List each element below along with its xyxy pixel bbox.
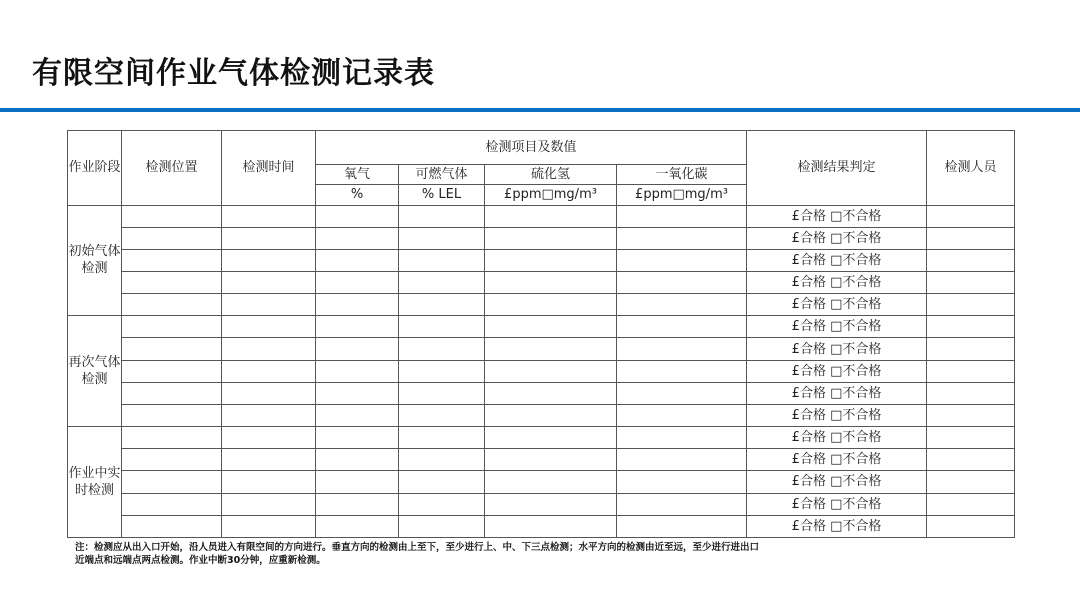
input-cell[interactable] (122, 471, 222, 493)
input-cell[interactable] (617, 227, 747, 249)
person-cell[interactable] (927, 382, 1015, 404)
person-cell[interactable] (927, 404, 1015, 426)
input-cell[interactable] (222, 249, 316, 271)
input-cell[interactable] (122, 382, 222, 404)
input-cell[interactable] (617, 294, 747, 316)
input-cell[interactable] (316, 249, 399, 271)
input-cell[interactable] (122, 272, 222, 294)
input-cell[interactable] (399, 493, 485, 515)
input-cell[interactable] (399, 471, 485, 493)
input-cell[interactable] (399, 316, 485, 338)
header-unit-combustible: % LEL (399, 185, 485, 205)
input-cell[interactable] (399, 205, 485, 227)
input-cell[interactable] (399, 404, 485, 426)
input-cell[interactable] (399, 272, 485, 294)
input-cell[interactable] (399, 427, 485, 449)
input-cell[interactable] (617, 205, 747, 227)
input-cell[interactable] (316, 471, 399, 493)
result-checkbox-cell[interactable]: £合格 □不合格 (747, 515, 927, 537)
footnote-line: 近端点和远端点两点检测。作业中断30分钟，应重新检测。 (75, 555, 326, 566)
input-cell[interactable] (222, 227, 316, 249)
input-cell[interactable] (122, 316, 222, 338)
input-cell[interactable] (485, 360, 617, 382)
input-cell[interactable] (316, 272, 399, 294)
input-cell[interactable] (316, 449, 399, 471)
input-cell[interactable] (316, 338, 399, 360)
input-cell[interactable] (485, 493, 617, 515)
header-gas-combustible: 可燃气体 (399, 165, 485, 185)
input-cell[interactable] (316, 205, 399, 227)
header-gas-oxygen: 氧气 (316, 165, 399, 185)
header-unit-oxygen: % (316, 185, 399, 205)
input-cell[interactable] (222, 338, 316, 360)
table-row (68, 338, 1015, 360)
footnote (75, 541, 835, 567)
person-cell[interactable] (927, 427, 1015, 449)
input-cell[interactable] (222, 493, 316, 515)
table-row (68, 294, 1015, 316)
table-row (68, 205, 1015, 227)
stage-label: 再次气体检测 (68, 316, 122, 427)
input-cell[interactable] (222, 316, 316, 338)
input-cell[interactable] (122, 249, 222, 271)
table-row (68, 382, 1015, 404)
input-cell[interactable] (485, 205, 617, 227)
table-row (68, 449, 1015, 471)
result-checkbox-cell[interactable]: £合格 □不合格 (747, 404, 927, 426)
input-cell[interactable] (316, 382, 399, 404)
input-cell[interactable] (399, 382, 485, 404)
input-cell[interactable] (617, 427, 747, 449)
input-cell[interactable] (617, 249, 747, 271)
person-cell[interactable] (927, 294, 1015, 316)
person-cell[interactable] (927, 515, 1015, 537)
person-cell[interactable] (927, 316, 1015, 338)
header-unit-carbon-monoxide: £ppm□mg/m³ (617, 185, 747, 205)
input-cell[interactable] (122, 338, 222, 360)
input-cell[interactable] (617, 404, 747, 426)
input-cell[interactable] (316, 316, 399, 338)
input-cell[interactable] (485, 316, 617, 338)
input-cell[interactable] (617, 338, 747, 360)
input-cell[interactable] (122, 449, 222, 471)
input-cell[interactable] (617, 449, 747, 471)
header-time: 检测时间 (222, 131, 316, 206)
header-stage: 作业阶段 (68, 131, 122, 206)
result-checkbox-cell[interactable]: £合格 □不合格 (747, 316, 927, 338)
input-cell[interactable] (399, 249, 485, 271)
table-row (68, 249, 1015, 271)
input-cell[interactable] (617, 515, 747, 537)
input-cell[interactable] (316, 493, 399, 515)
input-cell[interactable] (399, 227, 485, 249)
person-cell[interactable] (927, 449, 1015, 471)
input-cell[interactable] (399, 294, 485, 316)
input-cell[interactable] (399, 338, 485, 360)
input-cell[interactable] (316, 294, 399, 316)
input-cell[interactable] (316, 360, 399, 382)
input-cell[interactable] (617, 382, 747, 404)
person-cell[interactable] (927, 249, 1015, 271)
result-checkbox-cell[interactable]: £合格 □不合格 (747, 249, 927, 271)
input-cell[interactable] (485, 227, 617, 249)
input-cell[interactable] (122, 515, 222, 537)
person-cell[interactable] (927, 360, 1015, 382)
page-title: 有限空间作业气体检测记录表 (32, 56, 435, 91)
input-cell[interactable] (617, 493, 747, 515)
input-cell[interactable] (122, 493, 222, 515)
header-unit-hydrogen-sulfide: £ppm□mg/m³ (485, 185, 617, 205)
result-checkbox-cell[interactable]: £合格 □不合格 (747, 338, 927, 360)
input-cell[interactable] (222, 205, 316, 227)
result-checkbox-cell[interactable]: £合格 □不合格 (747, 205, 927, 227)
input-cell[interactable] (485, 515, 617, 537)
input-cell[interactable] (122, 294, 222, 316)
input-cell[interactable] (316, 515, 399, 537)
result-checkbox-cell[interactable]: £合格 □不合格 (747, 449, 927, 471)
stage-label: 初始气体检测 (68, 205, 122, 316)
person-cell[interactable] (927, 227, 1015, 249)
input-cell[interactable] (222, 404, 316, 426)
header-result: 检测结果判定 (747, 131, 927, 206)
table-row (68, 471, 1015, 493)
input-cell[interactable] (399, 449, 485, 471)
person-cell[interactable] (927, 493, 1015, 515)
result-checkbox-cell[interactable]: £合格 □不合格 (747, 493, 927, 515)
input-cell[interactable] (222, 515, 316, 537)
result-checkbox-cell[interactable]: £合格 □不合格 (747, 294, 927, 316)
table-row (68, 515, 1015, 537)
input-cell[interactable] (222, 471, 316, 493)
input-cell[interactable] (222, 272, 316, 294)
input-cell[interactable] (122, 404, 222, 426)
result-checkbox-cell[interactable]: £合格 □不合格 (747, 360, 927, 382)
input-cell[interactable] (485, 294, 617, 316)
input-cell[interactable] (617, 272, 747, 294)
input-cell[interactable] (316, 404, 399, 426)
input-cell[interactable] (222, 360, 316, 382)
result-checkbox-cell[interactable]: £合格 □不合格 (747, 471, 927, 493)
table-row (68, 427, 1015, 449)
input-cell[interactable] (222, 382, 316, 404)
input-cell[interactable] (617, 360, 747, 382)
table-row (68, 272, 1015, 294)
input-cell[interactable] (316, 227, 399, 249)
table-row (68, 404, 1015, 426)
input-cell[interactable] (485, 382, 617, 404)
stage-label: 作业中实时检测 (68, 427, 122, 538)
input-cell[interactable] (485, 427, 617, 449)
gas-detection-record-table (67, 130, 1015, 538)
person-cell[interactable] (927, 205, 1015, 227)
title-divider (0, 108, 1080, 112)
input-cell[interactable] (222, 427, 316, 449)
table-row (68, 316, 1015, 338)
input-cell[interactable] (399, 515, 485, 537)
result-checkbox-cell[interactable]: £合格 □不合格 (747, 227, 927, 249)
table-row (68, 493, 1015, 515)
input-cell[interactable] (485, 404, 617, 426)
header-gas-hydrogen-sulfide: 硫化氢 (485, 165, 617, 185)
input-cell[interactable] (485, 449, 617, 471)
input-cell[interactable] (617, 316, 747, 338)
footnote-line: 注：检测应从出入口开始，沿人员进入有限空间的方向进行。垂直方向的检测由上至下，至少进行上、中、下三点检测；水平方向的检测由近至远，至少进行进出口 (75, 542, 760, 553)
result-checkbox-cell[interactable]: £合格 □不合格 (747, 427, 927, 449)
input-cell[interactable] (485, 338, 617, 360)
input-cell[interactable] (485, 272, 617, 294)
table-row (68, 360, 1015, 382)
person-cell[interactable] (927, 338, 1015, 360)
header-items-group: 检测项目及数值 (316, 131, 747, 165)
input-cell[interactable] (122, 205, 222, 227)
input-cell[interactable] (316, 427, 399, 449)
table-row (68, 227, 1015, 249)
result-checkbox-cell[interactable]: £合格 □不合格 (747, 272, 927, 294)
person-cell[interactable] (927, 471, 1015, 493)
input-cell[interactable] (617, 471, 747, 493)
input-cell[interactable] (485, 249, 617, 271)
person-cell[interactable] (927, 272, 1015, 294)
input-cell[interactable] (122, 427, 222, 449)
input-cell[interactable] (122, 360, 222, 382)
header-location: 检测位置 (122, 131, 222, 206)
header-person: 检测人员 (927, 131, 1015, 206)
input-cell[interactable] (485, 471, 617, 493)
input-cell[interactable] (399, 360, 485, 382)
input-cell[interactable] (222, 294, 316, 316)
input-cell[interactable] (222, 449, 316, 471)
header-gas-carbon-monoxide: 一氧化碳 (617, 165, 747, 185)
result-checkbox-cell[interactable]: £合格 □不合格 (747, 382, 927, 404)
input-cell[interactable] (122, 227, 222, 249)
